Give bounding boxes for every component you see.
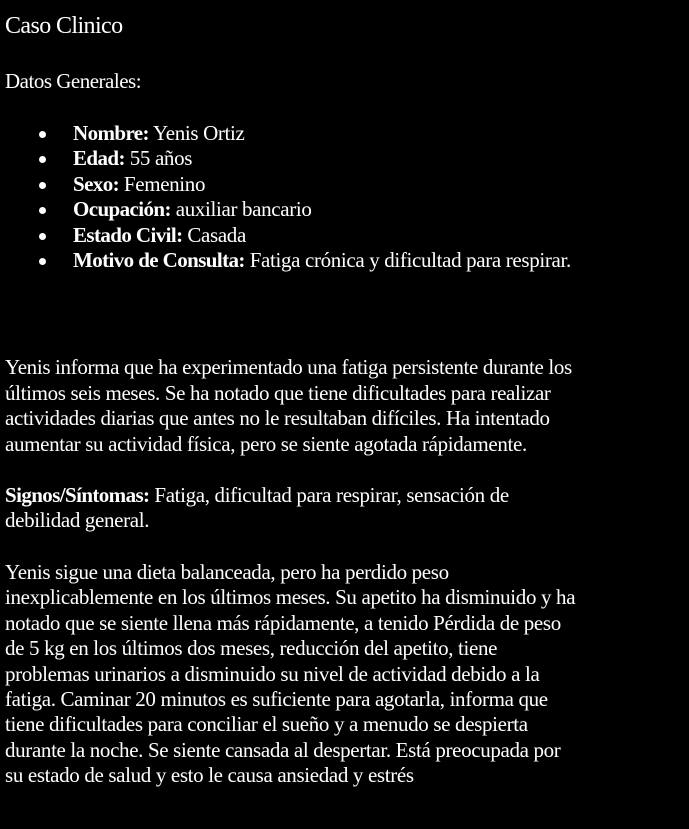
item-label: Nombre: bbox=[73, 121, 149, 145]
bullet-icon bbox=[39, 131, 46, 138]
details-paragraph bbox=[5, 560, 689, 789]
symptoms-label: Signos/Síntomas: bbox=[5, 483, 150, 508]
item-value: 55 años bbox=[129, 146, 193, 171]
history-paragraph bbox=[5, 355, 689, 457]
text-line: notado que se siente llena más rápidamente, a tenido Pérdida de peso bbox=[5, 610, 561, 635]
page-title: Caso Clinico bbox=[5, 13, 123, 39]
item-value: Fatiga crónica y dificultad para respirar. bbox=[249, 248, 571, 273]
bullet-icon bbox=[39, 156, 46, 163]
text-line: fatiga. Caminar 20 minutos es suficiente para agotarla, informa que bbox=[5, 686, 548, 711]
list-item bbox=[73, 172, 689, 197]
item-label: Estado Civil: bbox=[73, 222, 183, 247]
section-title: Datos Generales: bbox=[5, 69, 142, 93]
item-value: Femenino bbox=[123, 171, 206, 196]
item-label: Motivo de Consulta: bbox=[73, 248, 245, 273]
text-line: su estado de salud y esto le causa ansiedad y estrés bbox=[5, 763, 414, 788]
item-label: Ocupación: bbox=[73, 197, 171, 222]
list-item bbox=[73, 197, 689, 222]
item-value: Casada bbox=[187, 222, 246, 247]
text-line: actividades diarias que antes no le resultaban difíciles. Ha intentado bbox=[5, 406, 550, 431]
text-line: de 5 kg en los últimos dos meses, reducción del apetito, tiene bbox=[5, 636, 498, 661]
item-value: Yenis Ortiz bbox=[153, 121, 245, 145]
list-item bbox=[73, 223, 689, 248]
bullet-icon bbox=[39, 258, 46, 265]
item-value: auxiliar bancario bbox=[175, 197, 312, 222]
text-line: tiene dificultades para conciliar el sueño y a menudo se despierta bbox=[5, 712, 528, 737]
text-line: últimos seis meses. Se ha notado que tiene dificultades para realizar bbox=[5, 380, 551, 405]
text-line: inexplicablemente en los últimos meses. Su apetito ha disminuido y ha bbox=[5, 585, 576, 610]
bullet-icon bbox=[39, 182, 46, 189]
text-line: durante la noche. Se siente cansada al despertar. Está preocupada por bbox=[5, 737, 561, 762]
text-line: Yenis informa que ha experimentado una fatiga persistente durante los bbox=[5, 355, 572, 380]
symptoms-paragraph bbox=[5, 483, 689, 534]
list-item bbox=[73, 121, 689, 146]
list-item bbox=[73, 146, 689, 171]
general-data-list bbox=[5, 121, 689, 273]
bullet-icon bbox=[39, 233, 46, 240]
text-line: Fatiga, dificultad para respirar, sensación de bbox=[154, 483, 509, 508]
bullet-icon bbox=[39, 207, 46, 214]
text-line: debilidad general. bbox=[5, 508, 150, 533]
list-item bbox=[73, 248, 689, 273]
text-line: aumentar su actividad física, pero se siente agotada rápidamente. bbox=[5, 431, 527, 456]
text-line: Yenis sigue una dieta balanceada, pero ha perdido peso bbox=[5, 559, 449, 584]
item-label: Edad: bbox=[73, 146, 125, 171]
text-line: problemas urinarios a disminuido su nivel de actividad debido a la bbox=[5, 661, 540, 686]
item-label: Sexo: bbox=[73, 171, 119, 196]
